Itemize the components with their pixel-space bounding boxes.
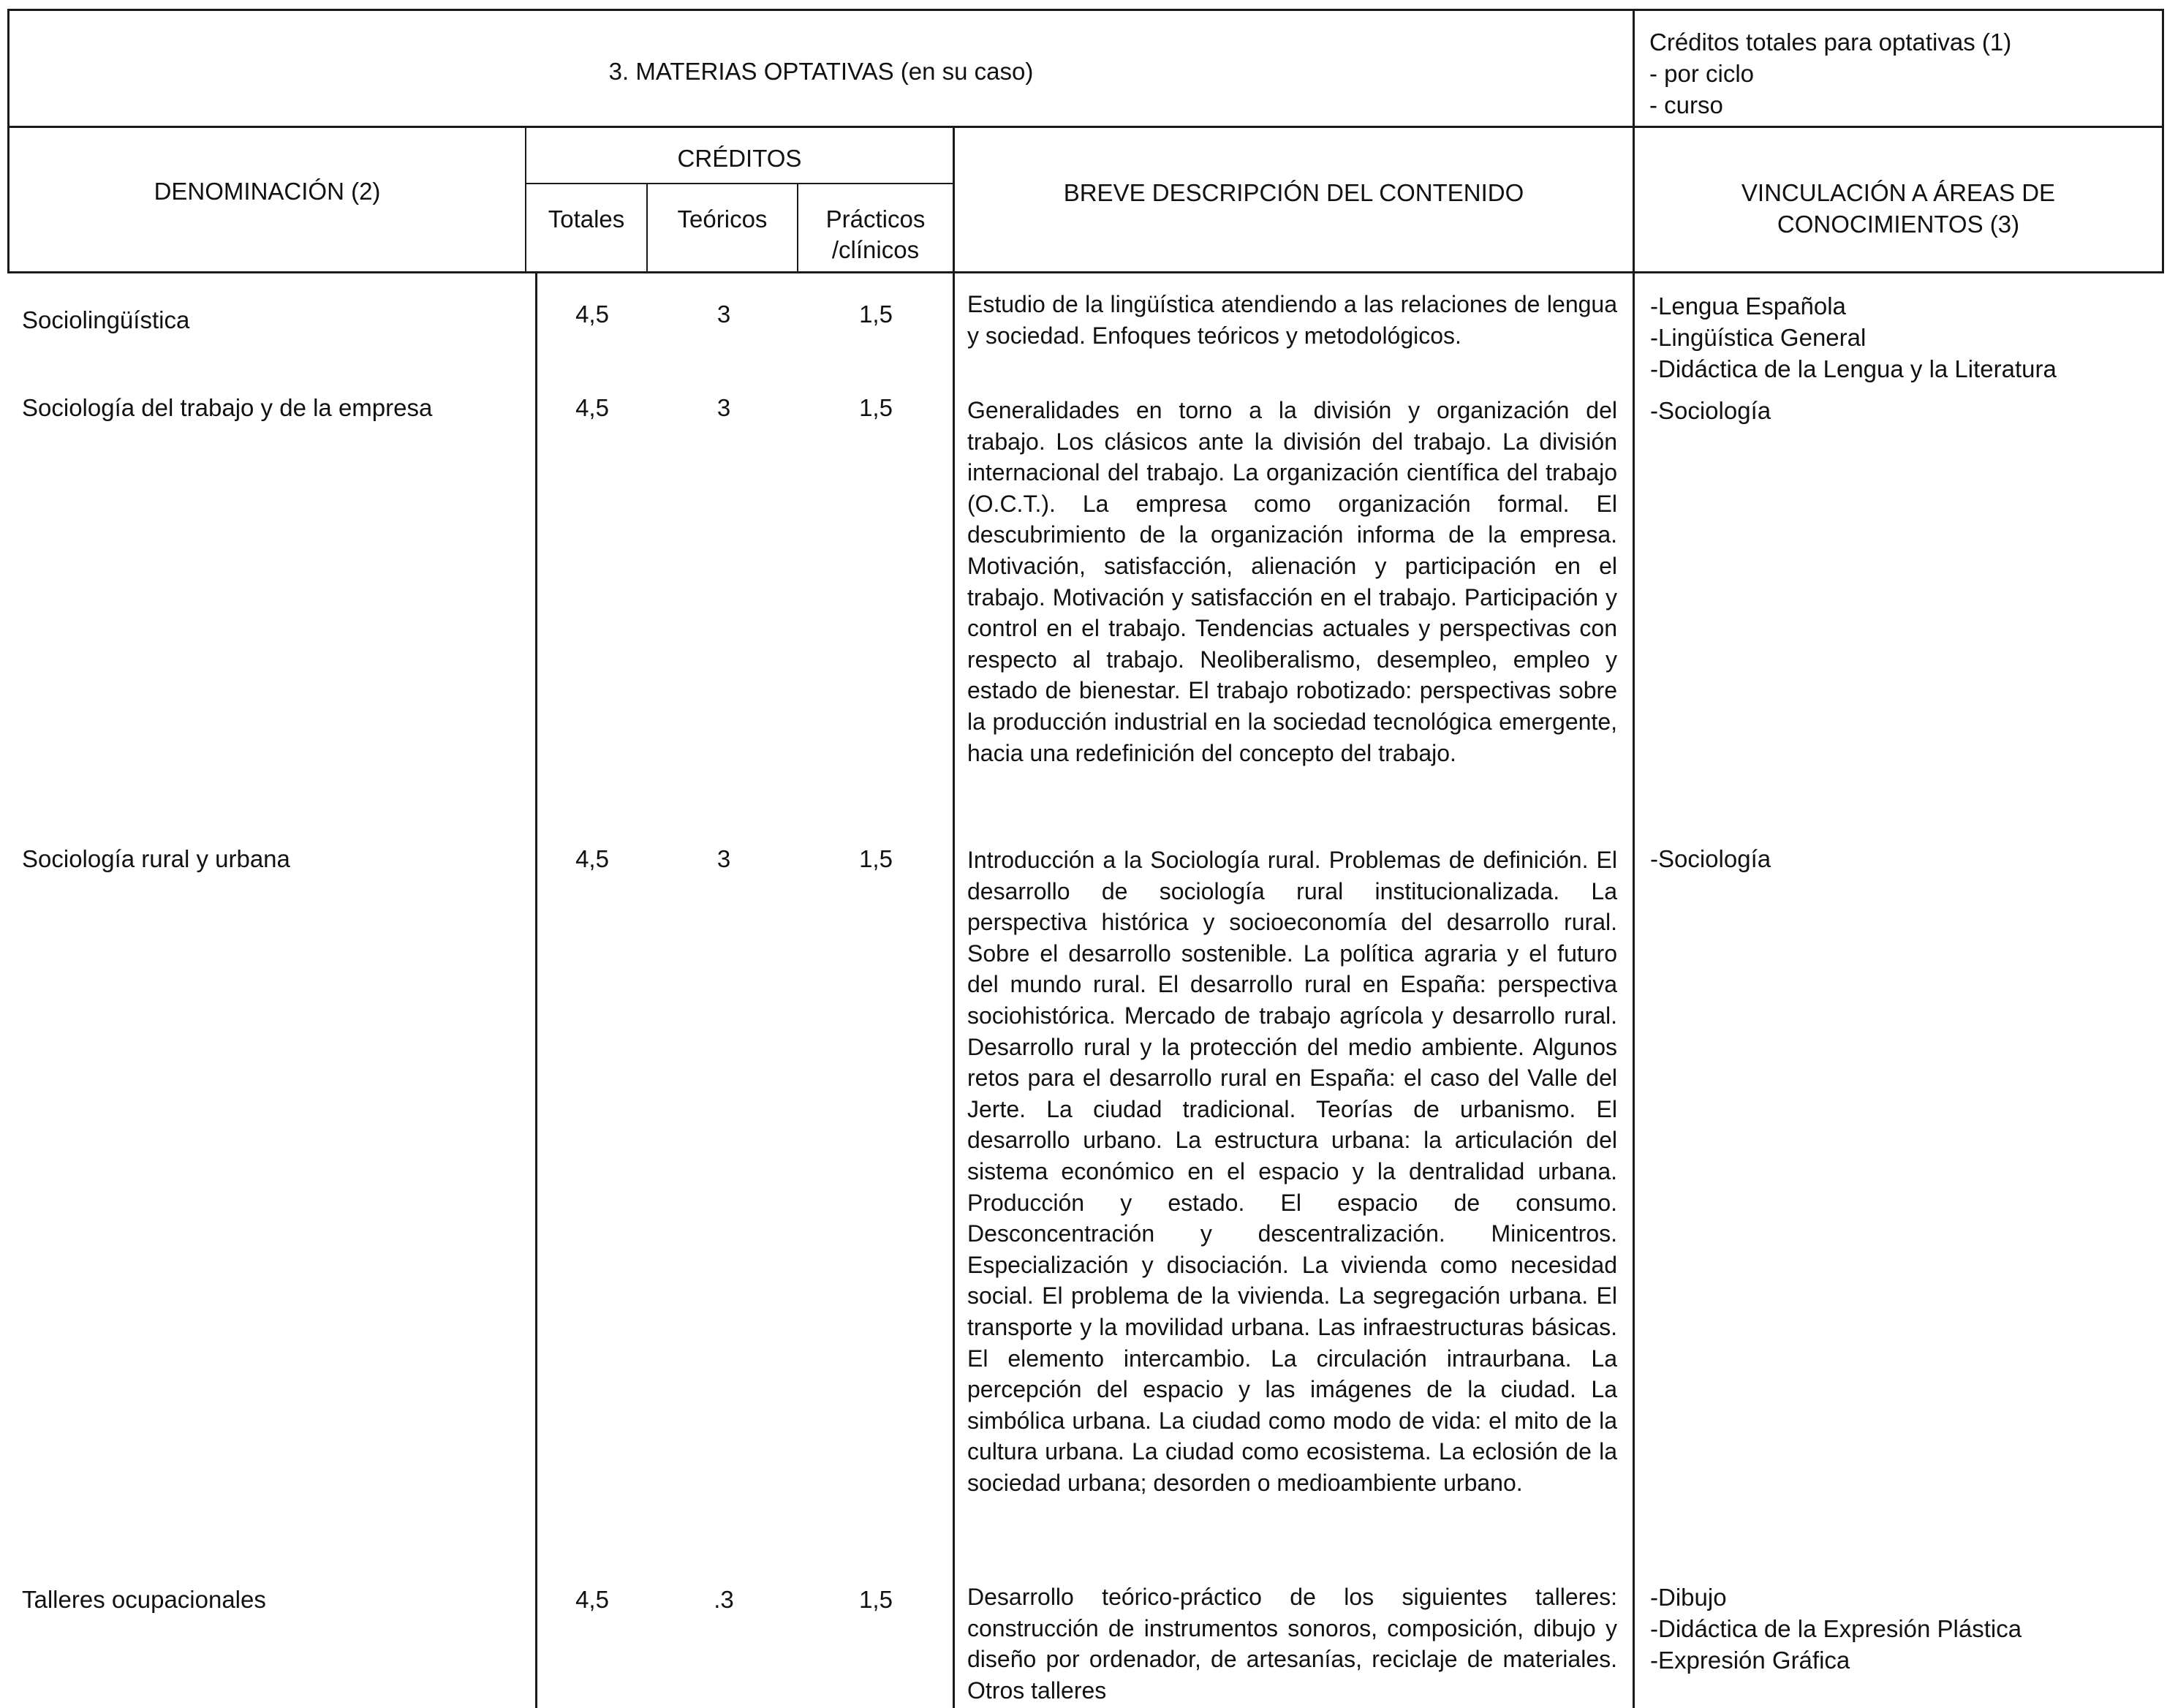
row-1-areas	[1650, 290, 2057, 385]
vline-descripcion-left	[953, 273, 955, 1708]
vline-creditos-left	[535, 273, 537, 1708]
row-1-description: Estudio de la lingüística atendiendo a las relaciones de lengua y sociedad. Enfoques teóricos y metodológicos.	[967, 291, 1617, 349]
row-2-teoricos: 3	[716, 394, 731, 421]
row-4-area-1: -Dibujo	[1650, 1584, 1727, 1611]
column-header-practicos-line-2: /clínicos	[831, 236, 920, 263]
row-1-teoricos: 3	[716, 301, 731, 328]
row-2-totales: 4,5	[575, 394, 609, 421]
row-1-name: Sociolingüística	[22, 306, 190, 333]
border-right	[2162, 9, 2164, 273]
column-header-vinculacion-line-2: CONOCIMIENTOS (3)	[1777, 211, 2020, 238]
row-3-description: Introducción a la Sociología rural. Problemas de definición. El desarrollo de sociología rural institucionalizada. La perspectiva histórica y socioeconomía del desarrollo rural. Sobre el desarrollo sostenible. La política agraria y el futuro del mundo rural. El desarrollo rural en España: perspectiva sociohistórica. Mercado de trabajo agrícola y desarrollo rural. Desarrollo rural y la protección del medio ambiente. Algunos retos para el desarrollo rural en España: el caso del Valle del Jerte. La ciudad tradicional. Teorías de urbanismo. El desarrollo urbano. La estructura urbana: la articulación del sistema económico en el espacio y la dentralidad urbana. Producción y estado. El espacio de consumo. Desconcentración y descentralización. Minicentros. Especialización y disociación. La vivienda como necesidad social. El problema de la vivienda. La segregación urbana. El transporte y la movilidad urbana. Las infraestructuras básicas. El elemento intercambio. La circulación intraurbana. La percepción del espacio y las imágenes de la ciudad. La simbólica urbana. La ciudad como modo de vida: el mito de la cultura urbana. La ciudad como ecosistema. La eclosión de la sociedad urbana; desorden o medioambiente urbano.	[967, 847, 1617, 1496]
border-top	[7, 9, 2164, 11]
credits-note-line-2: - por ciclo	[1649, 60, 1755, 87]
vline-vinculacion-left	[1633, 273, 1635, 1708]
credits-note-line-3: - curso	[1649, 91, 1723, 118]
row-3-areas	[1650, 843, 1771, 874]
row-3-practicos: 1,5	[859, 845, 893, 872]
column-header-denominacion: DENOMINACIÓN (2)	[154, 178, 381, 205]
column-header-descripcion: BREVE DESCRIPCIÓN DEL CONTENIDO	[1063, 179, 1524, 206]
border-left	[7, 9, 10, 273]
row-4-description: Desarrollo teórico-práctico de los siguientes talleres: construcción de instrumentos sonoros, composición, dibujo y diseño por ordenador, de artesanías, reciclaje de materiales. Otros talleres	[967, 1584, 1617, 1704]
column-header-teoricos: Teóricos	[677, 205, 768, 233]
row-3-name: Sociología rural y urbana	[22, 845, 290, 872]
row-2-description: Generalidades en torno a la división y organización del trabajo. Los clásicos ante la división del trabajo. La división internacional del trabajo. La organización científica del trabajo (O.C.T.). La empresa como organización formal. El descubrimiento de la organización informa de la empresa. Motivación, satisfacción, alienación y participación en el trabajo. Motivación y satisfacción en el trabajo. Participación y control en el trabajo. Tendencias actuales y perspectivas con respecto al trabajo. Neoliberalismo, desempleo, empleo y estado de bienestar. El trabajo robotizado: perspectivas sobre la producción industrial en la sociedad tecnológica emergente, hacia una redefinición del concepto del trabajo.	[967, 397, 1617, 766]
row-4-area-3: -Expresión Gráfica	[1650, 1647, 1850, 1674]
row-1-area-3: -Didáctica de la Lengua y la Literatura	[1650, 355, 2057, 382]
row-3-totales: 4,5	[575, 845, 609, 872]
row-4-name: Talleres ocupacionales	[22, 1586, 266, 1613]
header-divider-2	[7, 271, 2164, 273]
row-2-areas	[1650, 395, 1771, 426]
row-4-totales: 4,5	[575, 1586, 609, 1613]
creditos-subdivider	[525, 183, 953, 184]
column-header-vinculacion-line-1: VINCULACIÓN A ÁREAS DE	[1741, 179, 2056, 206]
row-4-areas	[1650, 1582, 2022, 1676]
row-4-teoricos: .3	[714, 1586, 734, 1613]
column-header-creditos: CRÉDITOS	[677, 145, 802, 172]
row-1-practicos: 1,5	[859, 301, 893, 328]
row-1-totales: 4,5	[575, 301, 609, 328]
section-title: 3. MATERIAS OPTATIVAS (en su caso)	[608, 58, 1034, 85]
row-3-teoricos: 3	[716, 845, 731, 872]
credits-note-line-1: Créditos totales para optativas (1)	[1649, 29, 2012, 56]
column-header-practicos-line-1: Prácticos	[825, 205, 926, 233]
row-4-area-2: -Didáctica de la Expresión Plástica	[1650, 1615, 2022, 1642]
row-1-area-1: -Lengua Española	[1650, 292, 1846, 320]
row-2-name: Sociología del trabajo y de la empresa	[22, 394, 433, 421]
row-4-practicos: 1,5	[859, 1586, 893, 1613]
row-2-area-1: -Sociología	[1650, 397, 1771, 424]
header-divider-1	[7, 126, 2164, 128]
row-1-area-2: -Lingüística General	[1650, 324, 1867, 351]
row-2-practicos: 1,5	[859, 394, 893, 421]
row-3-area-1: -Sociología	[1650, 845, 1771, 872]
column-header-totales: Totales	[548, 205, 625, 233]
